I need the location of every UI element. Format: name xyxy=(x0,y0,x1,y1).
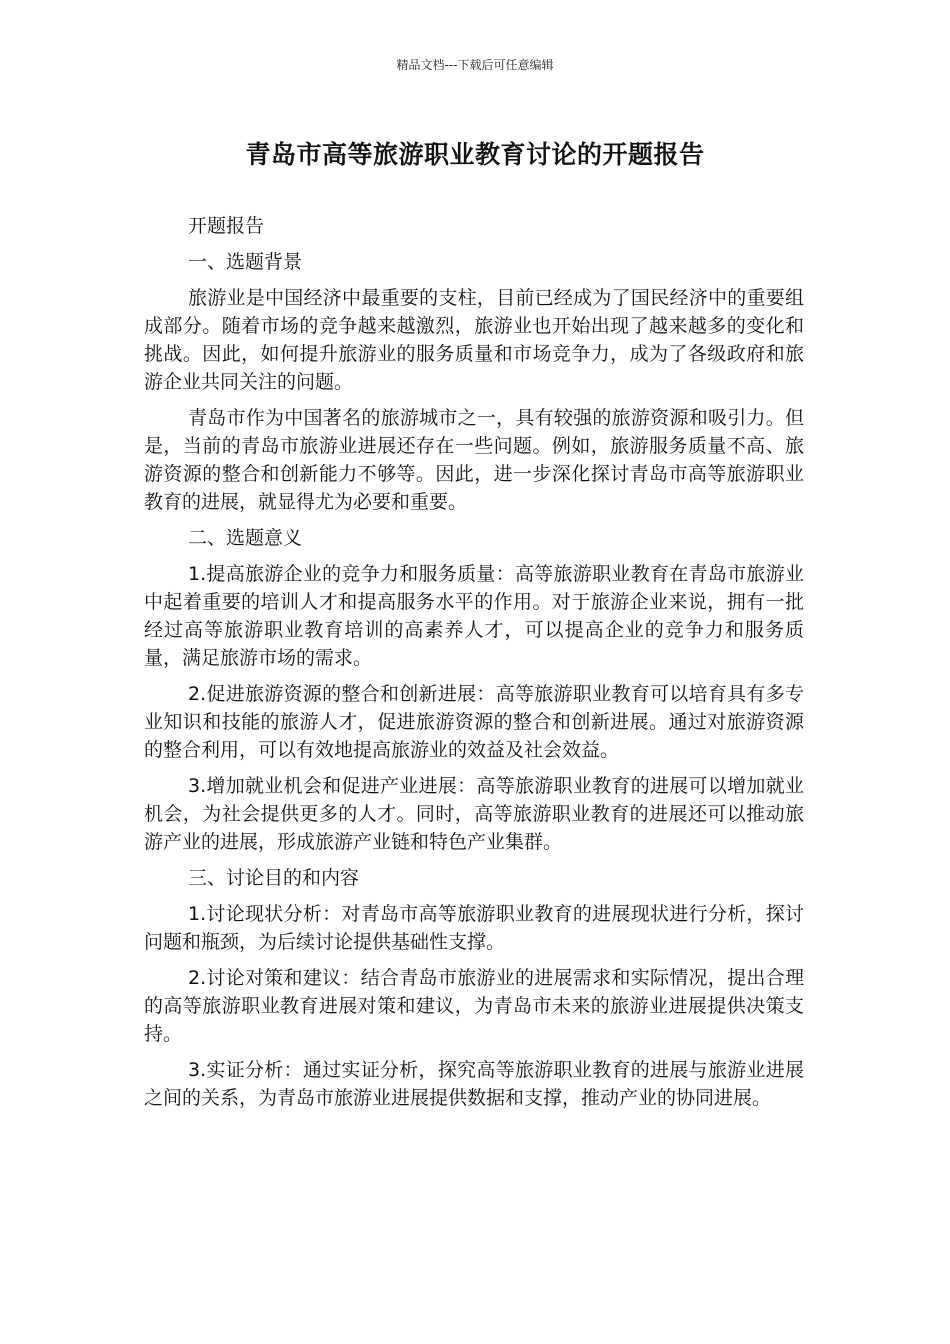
paragraph-background-2: 青岛市作为中国著名的旅游城市之一，具有较强的旅游资源和吸引力。但是，当前的青岛市旅游业进展还存在一些问题。例如，旅游服务质量不高、旅游资源的整合和创新能力不够等。因此，进一步深化探讨青岛市高等旅游职业教育的进展，就显得尤为必要和重要。 xyxy=(144,407,804,513)
document-title: 青岛市高等旅游职业教育讨论的开题报告 xyxy=(245,140,705,169)
paragraph-background-1: 旅游业是中国经济中最重要的支柱，目前已经成为了国民经济中的重要组成部分。随着市场的竞争越来越激烈，旅游业也开始出现了越来越多的变化和挑战。因此，如何提升旅游业的服务质量和市场竞争力，成为了各级政府和旅游企业共同关注的问题。 xyxy=(144,287,804,393)
section-heading-objectives: 三、讨论目的和内容 xyxy=(188,867,360,889)
paragraph-objectives-1: 1.讨论现状分析：对青岛市高等旅游职业教育的进展现状进行分析，探讨问题和瓶颈，为后续讨论提供基础性支撑。 xyxy=(144,903,804,953)
section-label-report: 开题报告 xyxy=(188,215,265,237)
paragraph-significance-3: 3.增加就业机会和促进产业进展：高等旅游职业教育的进展可以增加就业机会，为社会提供更多的人才。同时，高等旅游职业教育的进展还可以推动旅游产业的进展，形成旅游产业链和特色产业集群。 xyxy=(144,775,804,853)
paragraph-significance-2: 2.促进旅游资源的整合和创新进展：高等旅游职业教育可以培育具有多专业知识和技能的旅游人才，促进旅游资源的整合和创新进展。通过对旅游资源的整合利用，可以有效地提高旅游业的效益及社会效益。 xyxy=(144,683,804,761)
document-body xyxy=(144,212,804,1120)
paragraph-objectives-3: 3.实证分析：通过实证分析，探究高等旅游职业教育的进展与旅游业进展之间的关系，为青岛市旅游业进展提供数据和支撑，推动产业的协同进展。 xyxy=(144,1059,804,1109)
paragraph-significance-1: 1.提高旅游企业的竞争力和服务质量：高等旅游职业教育在青岛市旅游业中起着重要的培训人才和提高服务水平的作用。对于旅游企业来说，拥有一批经过高等旅游职业教育培训的高素养人才，可以提高企业的竞争力和服务质量，满足旅游市场的需求。 xyxy=(144,563,804,669)
section-heading-background: 一、选题背景 xyxy=(188,251,303,273)
header-note: 精品文档---下载后可任意编辑 xyxy=(396,58,554,72)
paragraph-objectives-2: 2.讨论对策和建议：结合青岛市旅游业的进展需求和实际情况，提出合理的高等旅游职业教育进展对策和建议，为青岛市未来的旅游业进展提供决策支持。 xyxy=(144,967,804,1045)
section-heading-significance: 二、选题意义 xyxy=(188,527,303,549)
